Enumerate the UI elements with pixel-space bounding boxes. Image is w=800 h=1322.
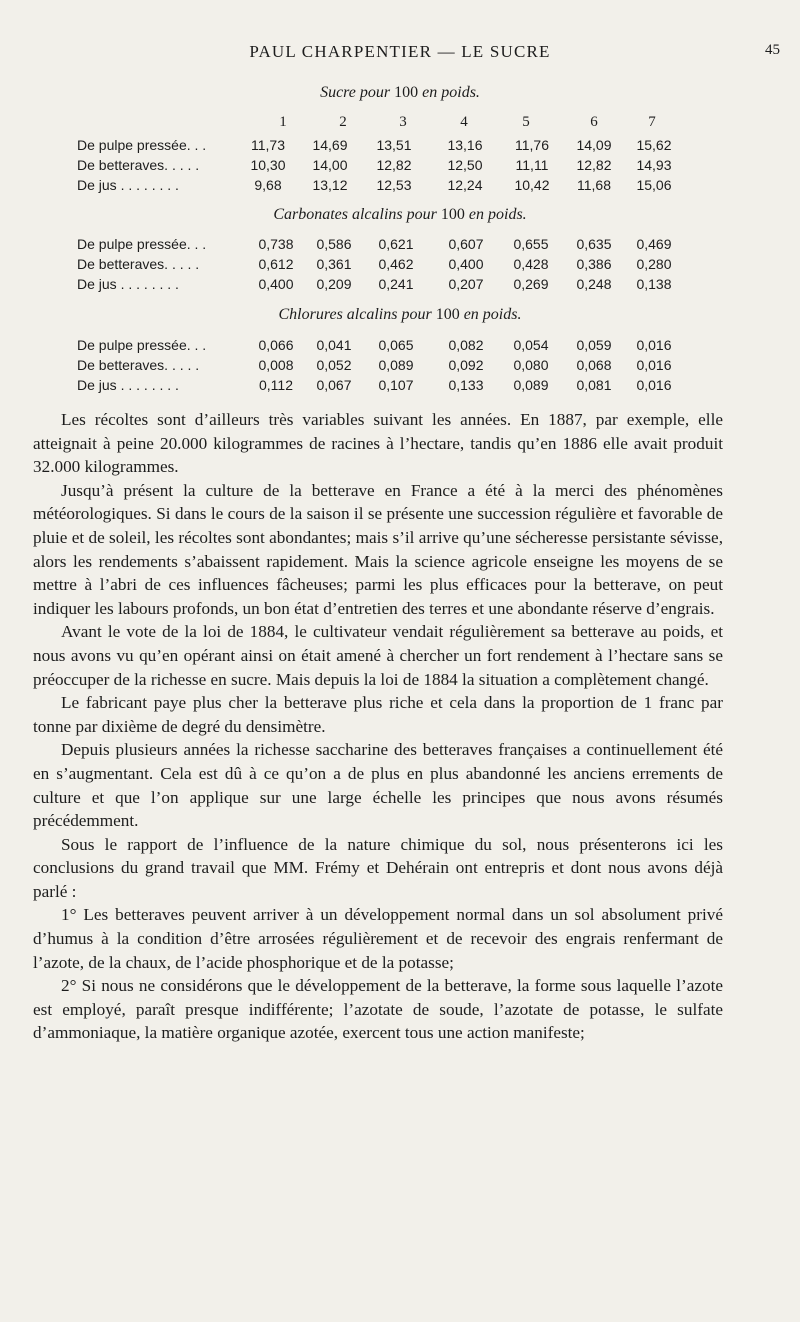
caption-pour: pour [359, 84, 391, 101]
table-cell: 0,068 [576, 357, 612, 373]
row-label: De pulpe pressée. . . [77, 236, 207, 252]
table-cell: 15,06 [636, 177, 672, 193]
column-header: 5 [522, 114, 530, 130]
table-cell: 0,016 [636, 357, 672, 373]
table-cell: 0,016 [636, 337, 672, 353]
body-text [33, 408, 723, 1045]
table-cell: 0,107 [378, 377, 414, 393]
caption-subject: Chlorures alcalins [278, 306, 398, 323]
caption-suffix: en poids. [468, 206, 527, 223]
table-caption [0, 84, 800, 102]
row-label: De pulpe pressée. . . [77, 137, 207, 153]
paragraph: 1° Les betteraves peuvent arriver à un développement normal dans un sol absolument privé d’humus à la condition d’être arrosées régulièrement et de recevoir des engrais renfermant de l’azote, de la chaux, de l’acide phosphorique et de la potasse; [33, 905, 723, 972]
table-cell: 13,16 [447, 137, 483, 153]
caption-number: 100 [440, 206, 465, 223]
table-cell: 0,138 [636, 276, 672, 292]
table-cell: 0,241 [378, 276, 414, 292]
column-header: 1 [279, 114, 287, 130]
running-title: PAUL CHARPENTIER — LE SUCRE [249, 42, 551, 61]
table-cell: 0,428 [513, 256, 549, 272]
table-cell: 14,69 [312, 137, 348, 153]
table-caption [0, 206, 800, 224]
table-cell: 12,24 [447, 177, 483, 193]
table-cell: 13,12 [312, 177, 348, 193]
table-cell: 0,089 [378, 357, 414, 373]
column-header: 3 [399, 114, 407, 130]
caption-subject: Carbonates alcalins [273, 206, 403, 223]
table-cell: 0,621 [378, 236, 414, 252]
table-cell: 11,68 [577, 177, 611, 193]
table-cell: 0,066 [258, 337, 294, 353]
caption-pour: pour [401, 306, 432, 323]
table-cell: 0,207 [448, 276, 484, 292]
paragraph: 2° Si nous ne considérons que le développement de la betterave, la forme sous laquelle l’azote est employé, paraît presque indifférente; l’azotate de soude, l’azotate de potasse, le sulfate d’ammoniaque, la matière organique azotée, exercent tous une action manifeste; [33, 976, 723, 1043]
paragraph: Le fabricant paye plus cher la betterave plus riche et cela dans la proportion de 1 franc par tonne par dixième de degré du densimètre. [33, 693, 723, 736]
table-cell: 11,76 [515, 137, 549, 153]
table-cell: 0,462 [378, 256, 414, 272]
table-cell: 0,400 [448, 256, 484, 272]
table-cell: 0,386 [576, 256, 612, 272]
row-label: De betteraves. . . . . [77, 157, 200, 173]
column-header: 7 [648, 114, 656, 130]
table-cell: 0,112 [259, 377, 293, 393]
table-cell: 0,361 [316, 256, 352, 272]
table-cell: 0,612 [258, 256, 294, 272]
paragraph: Depuis plusieurs années la richesse saccharine des betteraves françaises a continuellement été en s’augmentant. Cela est dû à ce qu’on a de plus en plus abandonné les anciens errements de culture et que l’on applique sur une large échelle les principes que nous avons résumés précédemment. [33, 740, 723, 831]
table-cell: 0,082 [448, 337, 484, 353]
column-header: 6 [590, 114, 598, 130]
row-label: De betteraves. . . . . [77, 357, 200, 373]
table-cell: 15,62 [636, 137, 672, 153]
table-cell: 10,42 [514, 177, 550, 193]
row-label: De jus . . . . . . . . [77, 276, 179, 292]
caption-subject: Sucre [320, 84, 356, 101]
caption-suffix: en poids. [463, 306, 522, 323]
caption-suffix: en poids. [422, 84, 480, 101]
table-cell: 0,269 [513, 276, 549, 292]
table-cell: 0,092 [448, 357, 484, 373]
paragraph: Avant le vote de la loi de 1884, le cultivateur vendait régulièrement sa betterave au poids, et nous avons vu qu’en opérant ainsi on était amené à chercher un fort rendement à l’hectare sans se préoccuper de la richesse en sucre. Mais depuis la loi de 1884 la situation a complètement changé. [33, 622, 723, 689]
table-cell: 0,054 [513, 337, 549, 353]
table-cell: 0,655 [513, 236, 549, 252]
table-cell: 12,53 [376, 177, 412, 193]
table-cell: 0,607 [448, 236, 484, 252]
table-cell: 14,09 [576, 137, 612, 153]
table-cell: 0,065 [378, 337, 414, 353]
table-cell: 13,51 [376, 137, 412, 153]
row-label: De betteraves. . . . . [77, 256, 200, 272]
table-cell: 0,041 [316, 337, 352, 353]
table-cell: 12,82 [576, 157, 612, 173]
table-cell: 11,11 [515, 157, 549, 173]
table-cell: 0,016 [636, 377, 672, 393]
table-cell: 0,280 [636, 256, 672, 272]
caption-pour: pour [406, 206, 437, 223]
table-cell: 0,133 [448, 377, 484, 393]
table-cell: 0,089 [513, 377, 549, 393]
row-label: De pulpe pressée. . . [77, 337, 207, 353]
table-cell: 10,30 [250, 157, 286, 173]
caption-number: 100 [394, 84, 419, 101]
table-cell: 0,059 [576, 337, 612, 353]
table-cell: 12,50 [447, 157, 483, 173]
table-cell: 0,469 [636, 236, 672, 252]
table-cell: 0,081 [576, 377, 612, 393]
table-cell: 0,738 [258, 236, 294, 252]
paragraph: Les récoltes sont d’ailleurs très variables suivant les années. En 1887, par exemple, elle atteignait à peine 20.000 kilogrammes de racines à l’hectare, tandis qu’en 1886 elle avait produit 32.000 kilogrammes. [33, 410, 723, 477]
page-number: 45 [765, 42, 780, 58]
table-cell: 0,008 [258, 357, 294, 373]
column-header: 4 [460, 114, 468, 130]
table-cell: 9,68 [254, 177, 282, 193]
table-cell: 11,73 [251, 137, 285, 153]
table-cell: 14,93 [636, 157, 672, 173]
column-header: 2 [339, 114, 347, 130]
row-label: De jus . . . . . . . . [77, 377, 179, 393]
paragraph: Jusqu’à présent la culture de la betterave en France a été à la merci des phénomènes météorologiques. Si dans le cours de la saison il se présente une succession régulière et favorable de pluie et de soleil, les récoltes sont abondantes; mais s’il arrive qu’une sécheresse persistante sévisse, alors les rendements s’abaissent rapidement. Mais la science agricole enseigne les moyens de se mettre à l’abri de ces influences fâcheuses; parmi les plus efficaces pour la betterave, on peut indiquer les labours profonds, un bon état d’entretien des terres et une abondante réserve d’engrais. [33, 480, 723, 618]
table-cell: 0,400 [258, 276, 294, 292]
running-head [0, 42, 800, 62]
table-caption [0, 306, 800, 324]
table-cell: 0,067 [316, 377, 352, 393]
table-cell: 0,586 [316, 236, 352, 252]
table-cell: 0,052 [316, 357, 352, 373]
table-cell: 0,209 [316, 276, 352, 292]
table-cell: 0,248 [576, 276, 612, 292]
table-cell: 14,00 [312, 157, 348, 173]
caption-number: 100 [435, 306, 460, 323]
table-cell: 0,635 [576, 236, 612, 252]
paragraph: Sous le rapport de l’influence de la nature chimique du sol, nous présenterons ici les conclusions du grand travail que MM. Frémy et Dehérain ont entrepris et dont nous avons déjà parlé : [33, 834, 723, 901]
table-cell: 0,080 [513, 357, 549, 373]
table-cell: 12,82 [376, 157, 412, 173]
row-label: De jus . . . . . . . . [77, 177, 179, 193]
